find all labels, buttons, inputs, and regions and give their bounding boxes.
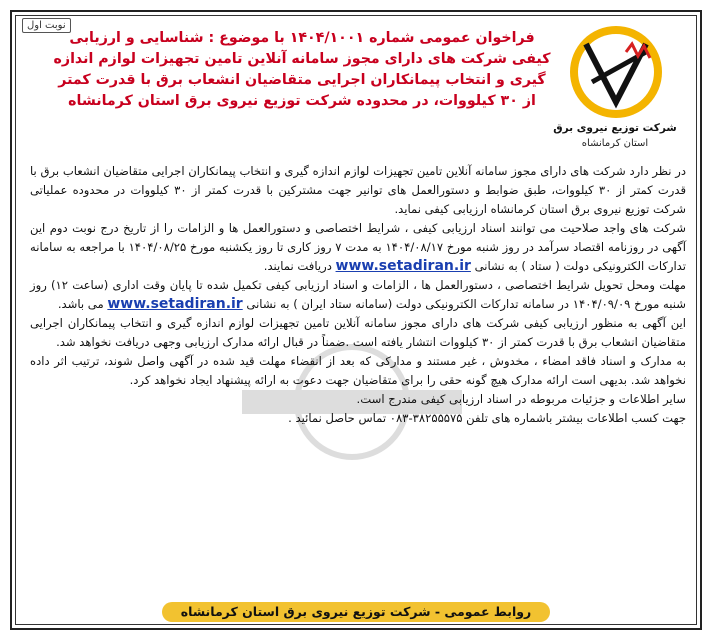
paragraph-documents xyxy=(30,219,686,276)
documents-text-end: دریافت نمایند. xyxy=(263,259,332,273)
paragraph-deadline xyxy=(30,276,686,314)
notice-frame xyxy=(10,10,702,630)
paragraph-contact: جهت کسب اطلاعات بیشتر باشماره های تلفن ۳۸۲۵۵۵۷۵-۰۸۳ تماس حاصل نمائید . xyxy=(288,411,686,425)
deadline-text: مهلت ومحل تحویل شرایط اختصاصی ، دستورالعمل ها ، الزامات و اسناد ارزیابی کیفی تکمیل شده تا پایان وقت اداری (ساعت ۱۲) روز شنبه مورخ ۱۴۰۴/۰۹/۰۹ در سامانه تدارکات الکترونیکی دولت (سامانه ستاد ایران ) به نشانی xyxy=(30,278,686,311)
paragraph-details: سایر اطلاعات و جزئیات مربوطه در اسناد ارزیابی کیفی مندرج است. xyxy=(356,392,686,406)
notice-title: فراخوان عمومی شماره ۱۴۰۴/۱۰۰۱ با موضوع : شناسایی و ارزیابی کیفی شرکت های دارای مجوز سامانه آنلاین تامین تجهیزات لوازم اندازه گیری و انتخاب پیمانکاران اجرایی متقاضیان انشعاب برق با قدرت کمتر از ۳۰ کیلووات، در محدوده شرکت توزیع نیروی برق استان کرمانشاه xyxy=(53,30,551,109)
logo-company-name: شرکت توزیع نیروی برق xyxy=(553,122,677,134)
deadline-text-end: می باشد. xyxy=(57,297,104,311)
paragraph-intro: در نظر دارد شرکت های دارای مجوز سامانه آنلاین تامین تجهیزات لوازم اندازه گیری و انتخاب پیمانکاران اجرایی متقاضیان انشعاب برق با قدرت کمتر از ۳۰ کیلووات، طبق ضوابط و دستورالعمل های توانیر جهت مشترکین با قدرت کمتر از ۳۰ کیلووات در محدوده عملیاتی شرکت توزیع نیروی برق استان کرمانشاه ارزیابی کیفی نماید. xyxy=(30,164,687,216)
documents-text: شرکت های واجد صلاحیت می توانند اسناد ارزیابی کیفی ، شرایط اختصاصی و دستورالعمل ها و الزامات را از تاریخ درج نوبت دوم این آگهی در روزنامه اقتصاد سرآمد در روز شنبه مورخ ۱۴۰۴/۰۸/۱۷ به مدت ۷ روز کاری تا روز یکشنبه مورخ ۱۴۰۴/۰۸/۲۵ با مراجعه به سامانه تدارکات الکترونیکی دولت ( ستاد ) به نشانی xyxy=(30,221,686,273)
paragraph-purpose: این آگهی به منظور ارزیابی کیفی شرکت های دارای مجوز سامانه آنلاین تامین تجهیزات لوازم اندازه گیری و انتخاب پیمانکاران اجرایی متقاضیان انشعاب برق با قدرت کمتر از ۳۰ کیلووات انتشار یافته است .ضمناً در قبال ارائه مدارک ارزیابی وجهی دریافت نخواهد شد. xyxy=(30,316,686,349)
setadiran-link-2[interactable]: www.setadiran.ir xyxy=(107,296,243,312)
notice-body xyxy=(30,162,686,428)
logo-province: استان کرمانشاه xyxy=(581,138,649,149)
paragraph-conditions: به مدارک و اسناد فاقد امضاء ، مخدوش ، غیر مستند و مدارکی که بعد از انقضاء مهلت قید شده در آگهی واصل شوند، ترتیب اثر داده نخواهد شد. بدیهی است ارائه مدارک هیچ گونه حقی را برای متقاضیان جهت دعوت به ارائه پیشنهاد ایجاد نخواهد کرد. xyxy=(30,354,686,387)
publication-badge: نوبت اول xyxy=(22,18,71,33)
setadiran-link[interactable]: www.setadiran.ir xyxy=(335,258,471,274)
footer-banner: روابط عمومی - شرکت توزیع نیروی برق استان کرمانشاه xyxy=(162,602,550,622)
